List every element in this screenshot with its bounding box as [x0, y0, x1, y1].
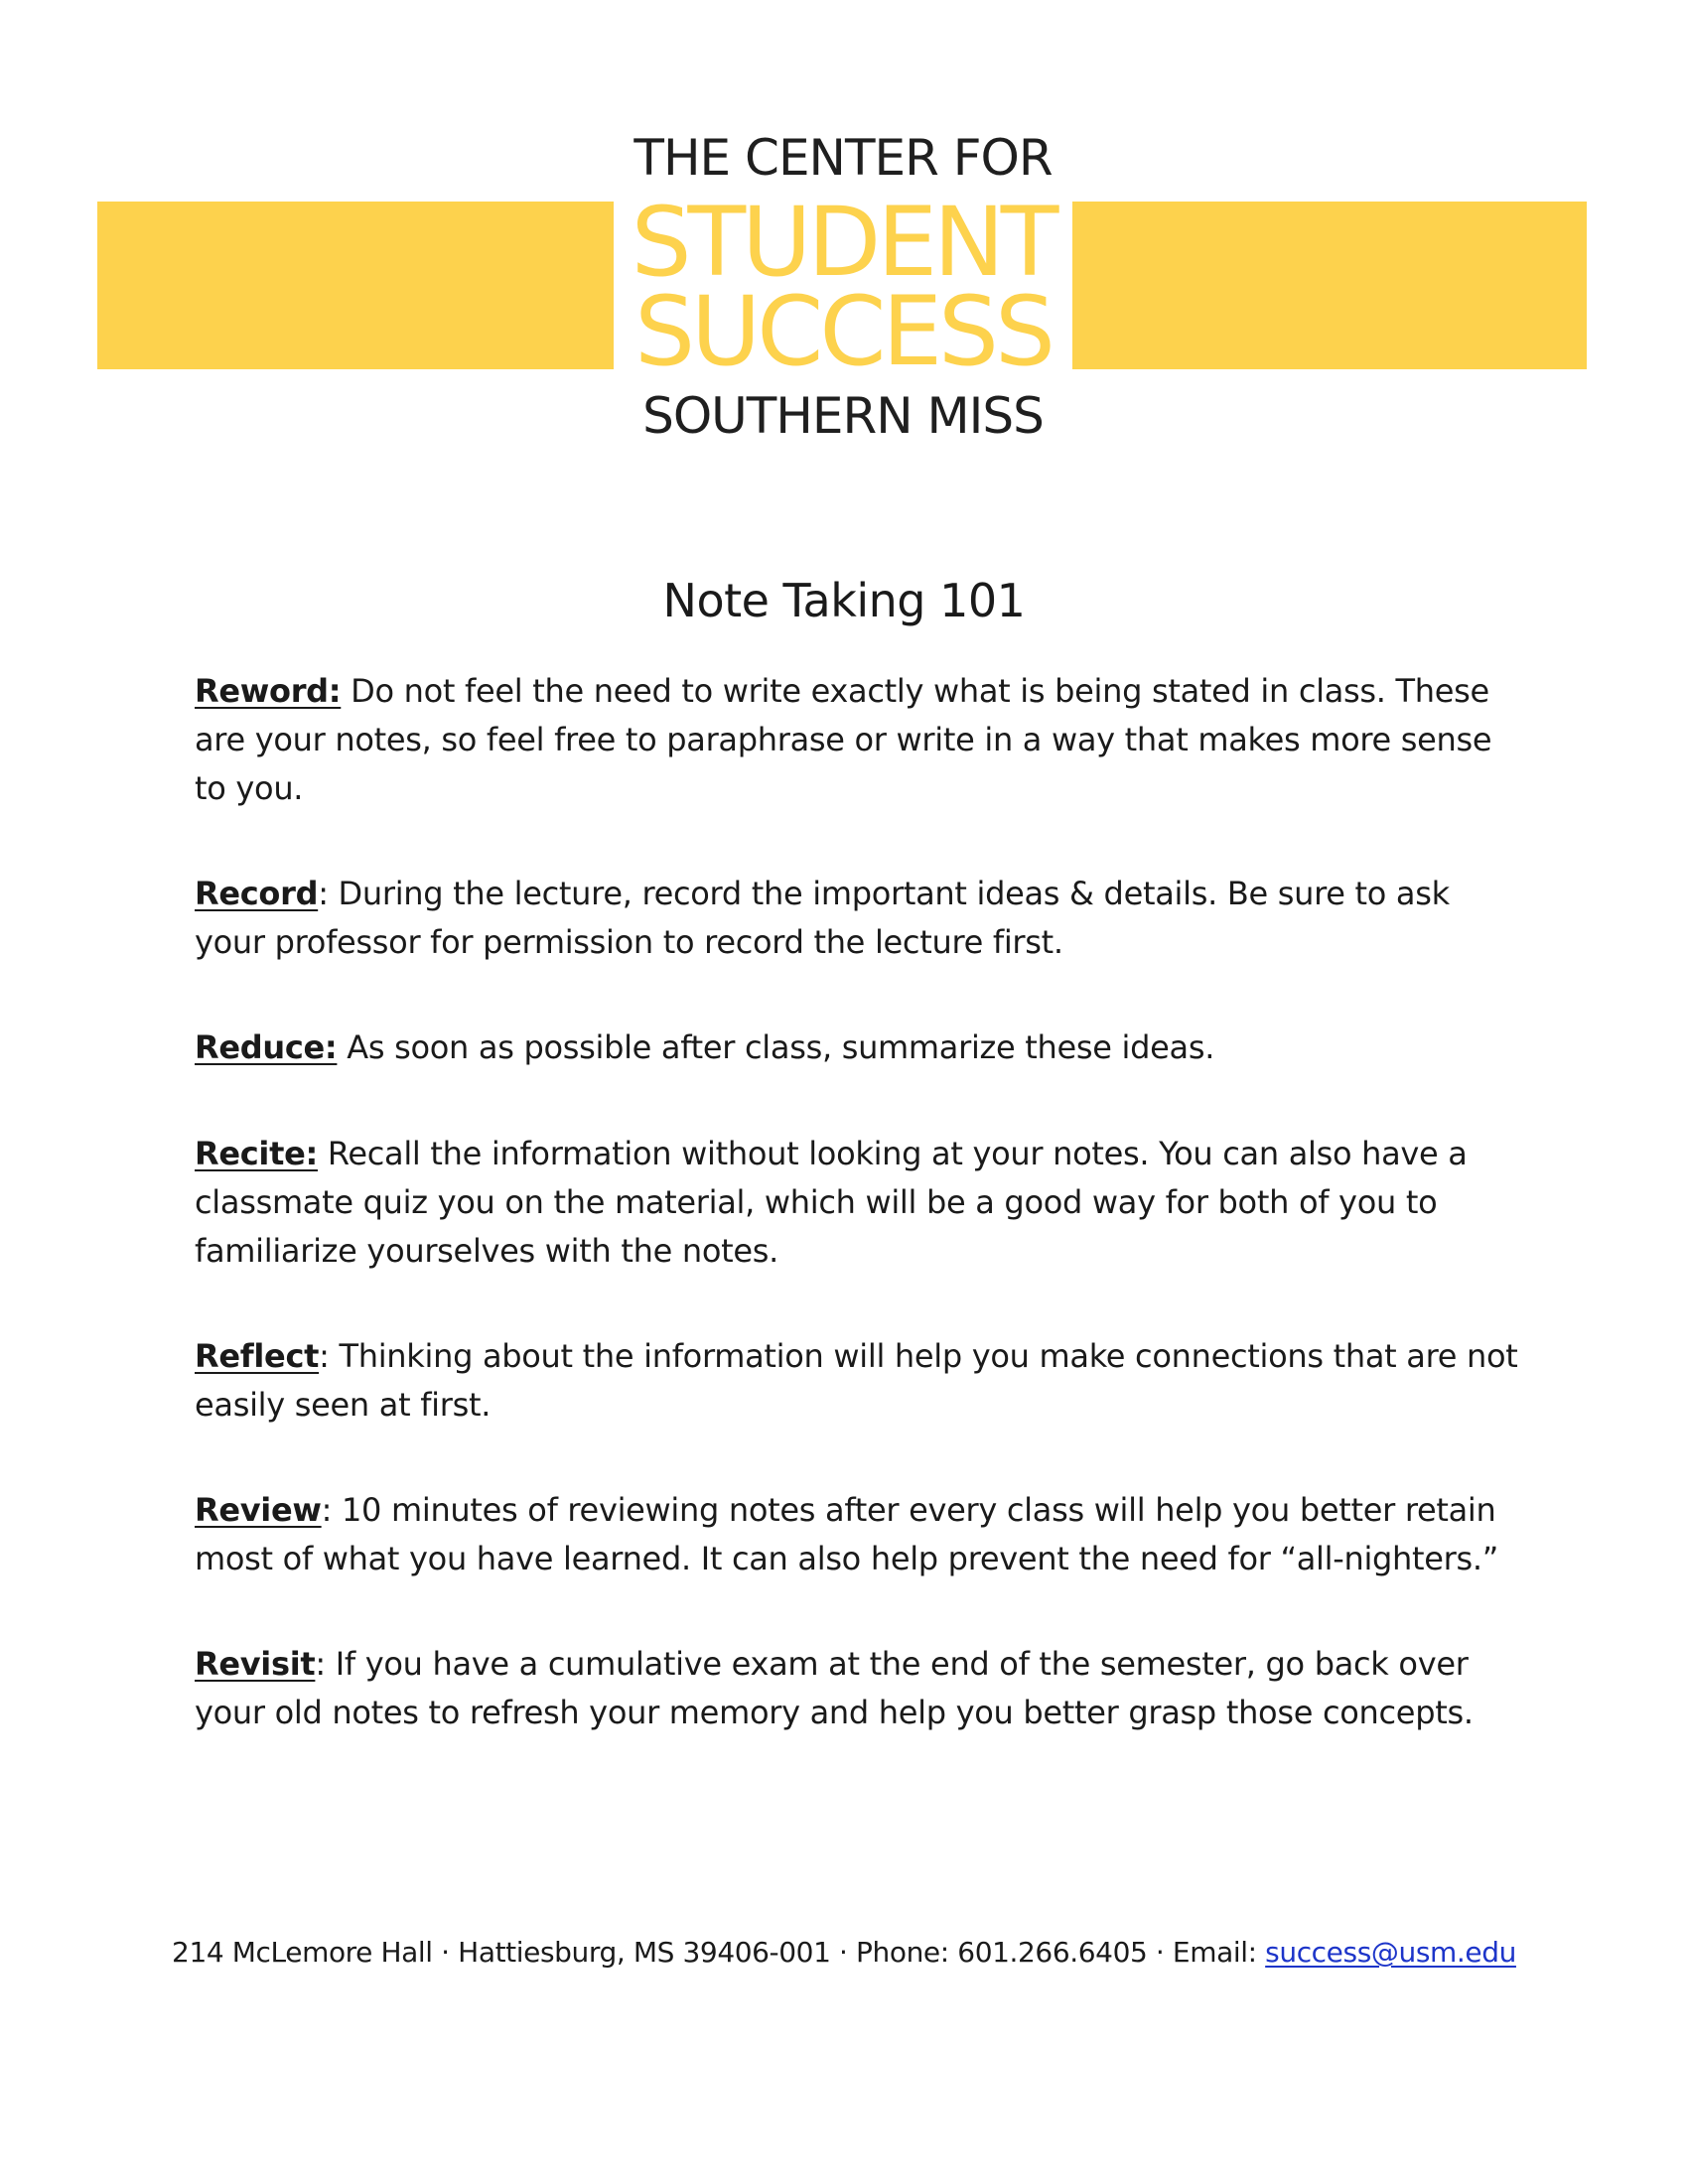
- logo: [0, 0, 1688, 467]
- tip-text: : If you have a cumulative exam at the end of the semester, go back over your old notes to refresh your memory and help you better grasp those concepts.: [195, 1645, 1474, 1731]
- tip-term: Recite:: [195, 1135, 318, 1172]
- tip-term: Review: [195, 1491, 322, 1529]
- tip-term: Reword:: [195, 672, 342, 710]
- tip-term: Record: [195, 875, 319, 912]
- tip-reduce: [195, 1024, 1525, 1072]
- page-title: Note Taking 101: [662, 574, 1026, 627]
- tip-reflect: [195, 1332, 1525, 1430]
- tip-text: Recall the information without looking at your notes. You can also have a classmate quiz you on the material, which will be a good way for both of you to familiarize yourselves with the notes.: [195, 1135, 1468, 1270]
- tip-term: Reflect: [195, 1337, 320, 1375]
- tip-record: [195, 870, 1525, 967]
- tip-revisit: [195, 1640, 1525, 1737]
- tip-text: : Thinking about the information will help you make connections that are not easily seen at first.: [195, 1337, 1518, 1424]
- tip-reword: [195, 667, 1525, 813]
- logo-band-right: [1072, 202, 1587, 369]
- tip-recite: [195, 1130, 1525, 1276]
- footer-address: 214 McLemore Hall · Hattiesburg, MS 39406-001 · Phone: 601.266.6405 · Email:: [172, 1936, 1266, 1969]
- tip-term: Revisit: [195, 1645, 316, 1683]
- logo-line-bottom: SOUTHERN MISS: [642, 387, 1044, 445]
- tip-term: Reduce:: [195, 1028, 338, 1066]
- logo-band-left: [97, 202, 614, 369]
- tip-text: : During the lecture, record the important ideas & details. Be sure to ask your professor for permission to record the lecture first.: [195, 875, 1450, 961]
- logo-line-student: STUDENT: [631, 187, 1055, 298]
- tip-text: Do not feel the need to write exactly what is being stated in class. These are your notes, so feel free to paraphrase or write in a way that makes more sense to you.: [195, 672, 1492, 807]
- logo-line-success: SUCCESS: [634, 276, 1052, 387]
- tip-review: [195, 1486, 1525, 1583]
- logo-line-top: THE CENTER FOR: [633, 129, 1053, 187]
- footer-contact: [0, 1936, 1688, 1969]
- tip-text: As soon as possible after class, summarize these ideas.: [337, 1028, 1215, 1066]
- email-link[interactable]: success@usm.edu: [1265, 1936, 1516, 1969]
- tip-text: : 10 minutes of reviewing notes after every class will help you better retain most of what you have learned. It can also help prevent the need for “all-nighters.”: [195, 1491, 1499, 1577]
